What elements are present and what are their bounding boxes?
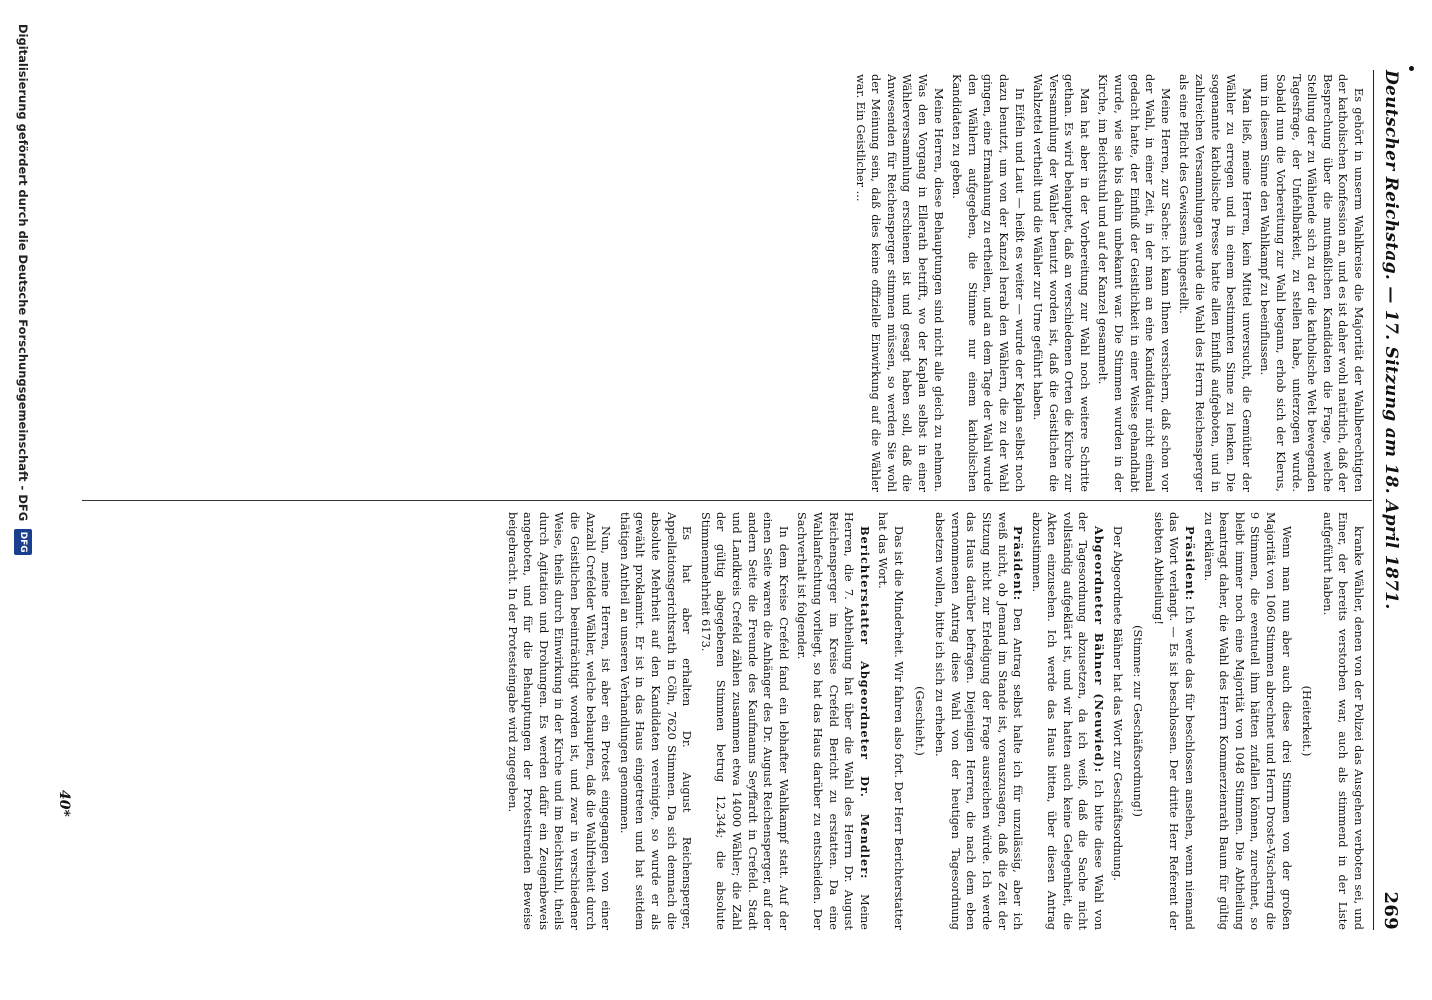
right-column: [66, 512, 1366, 930]
page-number: 269: [1380, 891, 1402, 930]
paragraph-text: In Eifeln und Laut — heißt es weiter — wurde der Kaplan selbst noch dazu benutzt, um von der Kanzel herab den Wählern, die zu der Wahl gingen, eine Ermahnung zu ertheilen, und an dem Tage der Wahl wurde den Wählern aufgegeben, die Stimme nur einem katholischen Kandidaten zu geben.: [950, 74, 1026, 492]
digitization-note: [12, 24, 34, 964]
paragraph: [504, 512, 613, 930]
stage-direction: [911, 512, 927, 930]
paragraph: [1095, 74, 1173, 492]
header-rule: [1373, 70, 1374, 930]
paragraph-text: Nun, meine Herren, ist aber ein Protest eingegangen von einer Anzahl Crefelder Wähler, welche behaupten, daß die Wahlfreiheit durch die Geistlichen beeinträchtigt worden ist, und zwar in verschiedener Weise, theils durch Einwirkung in der Kirche und im Beichtstuhl, theils durch Agitation und Drohungen. Es werden dafür ein Zeugenbeweis angeboten, und für die Behauptungen der Protestirenden Beweise beigebracht. In der Protesteingabe wird zugegeben.: [505, 512, 613, 930]
speaker-name: Präsident:: [1011, 526, 1026, 602]
paragraph-text: Man ließ, meine Herren, kein Mittel unversucht, die Gemüther der Wähler zu erregen und in einem bestimmten Sinne zu lenken. Die sogenannte katholische Presse hatte allen Einfluß aufgeboten, und in zahlreichen Versammlungen wurde die Wahl des Herrn Reichensperger als eine Pflicht des Gewissens hingestellt.: [1177, 74, 1253, 492]
paragraph: [949, 74, 1027, 492]
paragraph-text: Es gehört in unserm Wahlkreise die Majorität der Wahlberechtigten der katholischen Konfession an, und es ist daher wohl natürlich, daß der Besprechung über die mutmaßlichen Kandidaten die Frage, welche Stellung der zu Wählende sich zu der die katholische Welt bewegenden Tagesfrage, der Unfehlbarkeit, zu stellen habe, unterzogen wurde. Sobald nun die Vorbereitung zur Wahl begann, erhob sich der Klerus, um in diesem Sinne den Wahlkampf zu beeinflussen.: [1258, 74, 1365, 492]
paragraph-text: (Stimme: zur Geschäftsordnung!): [1131, 625, 1145, 817]
stage-direction: [1299, 512, 1315, 930]
left-column: [66, 74, 1366, 492]
paragraph-text: Meine Herren, diese Behauptungen sind nicht alle gleich zu nehmen. Was den Vorgang in Ellerath betrifft, wo der Kaplan selbst in einer Wählerversammlung erschienen ist und gesagt haben soll, daß die Anwesenden für Reichensperger stimmen müssen, so werden Sie wohl der Meinung sein, daß dies keine offizielle Einwirkung auf die Wähler war. Ein Geistlicher ...: [853, 74, 945, 492]
speaker-name: Abgeordneter Bähner (Neuwied):: [1092, 526, 1107, 774]
page-title: Deutscher Reichstag. — 17. Sitzung am 18. April 1871.: [1381, 70, 1401, 610]
paragraph: [1030, 74, 1092, 492]
paragraph-text: Das ist die Minderheit. Wir fahren also fort. Der Herr Berichterstatter hat das Wort.: [876, 512, 905, 930]
paragraph-text: Man hat aber in der Vorbereitung zur Wahl noch weitere Schritte gethan. Es wird behauptet, daß an verschiedenen Orten die Kirche zur Versammlung der Wähler benutzt worden ist, daß die Geistlichen die Wahlzettel vertheilt und die Wähler zur Urne geführt haben.: [1031, 74, 1091, 492]
paragraph: [697, 512, 791, 930]
signature-marker: 40*: [56, 790, 72, 817]
column-divider: [82, 500, 1372, 501]
paragraph: [1109, 512, 1125, 930]
paragraph: [1319, 512, 1366, 930]
page-header: [1378, 70, 1404, 930]
paragraph-text: Meine Herren, die 7. Abtheilung hat über die Wahl des Herrn Dr. August Reichensperger im Kreise Crefeld Bericht zu erstatten. Da eine Wahlanfechtung vorliegt, so hat das Haus darüber zu entscheiden. Der Sachverhalt ist folgender.: [795, 512, 871, 930]
paragraph-text: Es hat aber erhalten Dr. August Reichensperger, Appellationsgerichtsrath in Cöln, 7620 Stimmen. Da sich demnach die absolute Mehrheit auf den Kandidaten vereinigte, so wurde er als gewählt proklamirt. Er ist in das Haus eingetreten und hat seitdem thätigen Antheil an unseren Verhandlungen genommen.: [617, 512, 694, 930]
paragraph-text: (Heiterkeit.): [1300, 685, 1314, 757]
paragraph-text: Den Antrag selbst halte ich für unzulässig, aber ich weiß nicht, ob Jemand im Stande ist, vorauszusagen, daß die Zeit der Sitzung nicht zur Erledigung der Frage ausreichen würde. Ich werde das Haus darüber befragen. Diejenigen Herren, die nach dem eben vernommenen Antrag diese Wahl von der heutigen Tagesordnung absetzen wollen, bitte ich sich zu erheben.: [933, 512, 1025, 930]
paragraph-text: kranke Wähler, denen von der Polizei das Ausgehen verboten sei, und Einer, der bereits verstorben war, auch als stimmend in der Liste aufgeführt haben.: [1320, 512, 1365, 930]
paragraph: [1200, 512, 1294, 930]
paragraph-text: Der Abgeordnete Bähner hat das Wort zur Geschäftsordnung.: [1110, 526, 1124, 881]
paragraph: [1150, 512, 1197, 930]
paragraph: [616, 512, 694, 930]
speaker-name: Berichterstatter Abgeordneter Dr. Mendler:: [857, 526, 872, 880]
stage-direction: [1130, 512, 1146, 930]
paragraph-text: Meine Herren, zur Sache: ich kann Ihnen versichern, daß schon vor der Wahl, in einer Zeit, in der man an eine Kandidatur nicht einmal gedacht hatte, der Einfluß der Geistlichkeit in einer Weise gehandhabt wurde, wie sie bis dahin unbekannt war. Die Stimmen wurden in der Kirche, im Beichtstuhl und auf der Kanzel gesammelt.: [1096, 74, 1172, 492]
dfg-logo-icon: DFG: [14, 529, 32, 555]
paragraph: [852, 74, 946, 492]
paragraph: [1028, 512, 1106, 930]
digitization-text: Digitalisierung gefördert durch die Deutsche Forschungsgemeinschaft - DFG: [16, 24, 30, 522]
paragraph: [932, 512, 1026, 930]
paragraph-text: In dem Kreise Crefeld fand ein lebhafter Wahlkampf statt. Auf der einen Seite waren die Anhänger des Dr. August Reichensperger, auf der andern Seite die Freunde des Kaufmanns Seyffardt in Crefeld. Stadt und Landkreis Crefeld zählen zusammen etwa 14000 Wähler; die Zahl der gültig abgegebenen Stimmen betrug 12,344; die absolute Stimmenmehrheit 6173.: [698, 512, 790, 930]
paragraph: [1257, 74, 1366, 492]
paragraph-text: Ich werde das für beschlossen ansehen, wenn niemand das Wort verlangt. — Es ist beschlossen. Der dritte Herr Referent der siebten Abtheilung!: [1151, 512, 1197, 930]
paragraph: [875, 512, 906, 930]
paragraph: [794, 512, 872, 930]
ink-dot: [1409, 66, 1414, 71]
paragraph: [1176, 74, 1254, 492]
paragraph-text: Ich bitte diese Wahl von der Tagesordnung abzusetzen, da ich weiß, daß die Sache nicht vollständig aufgeklärt ist, und wir hatten auch keine Gelegenheit, die Akten einzusehen. Ich werde das Haus bitten, über diesen Antrag abzustimmen.: [1029, 512, 1106, 930]
paragraph-text: Wenn man nun aber auch diese drei Stimmen von der großen Majorität von 1060 Stimmen abrechnet und Herrn Droste-Vischering die 9 Stimmen, die eventuell ihm hätten zufallen können, zurechnet, so bleibt immer noch eine Majorität von 1048 Stimmen. Die Abtheilung beantragt daher, die Wahl des Herrn Kommerzienrath Baum für gültig zu erklären.: [1201, 512, 1293, 930]
speaker-name: Präsident:: [1183, 526, 1198, 602]
paragraph-text: (Geschieht.): [912, 686, 926, 756]
